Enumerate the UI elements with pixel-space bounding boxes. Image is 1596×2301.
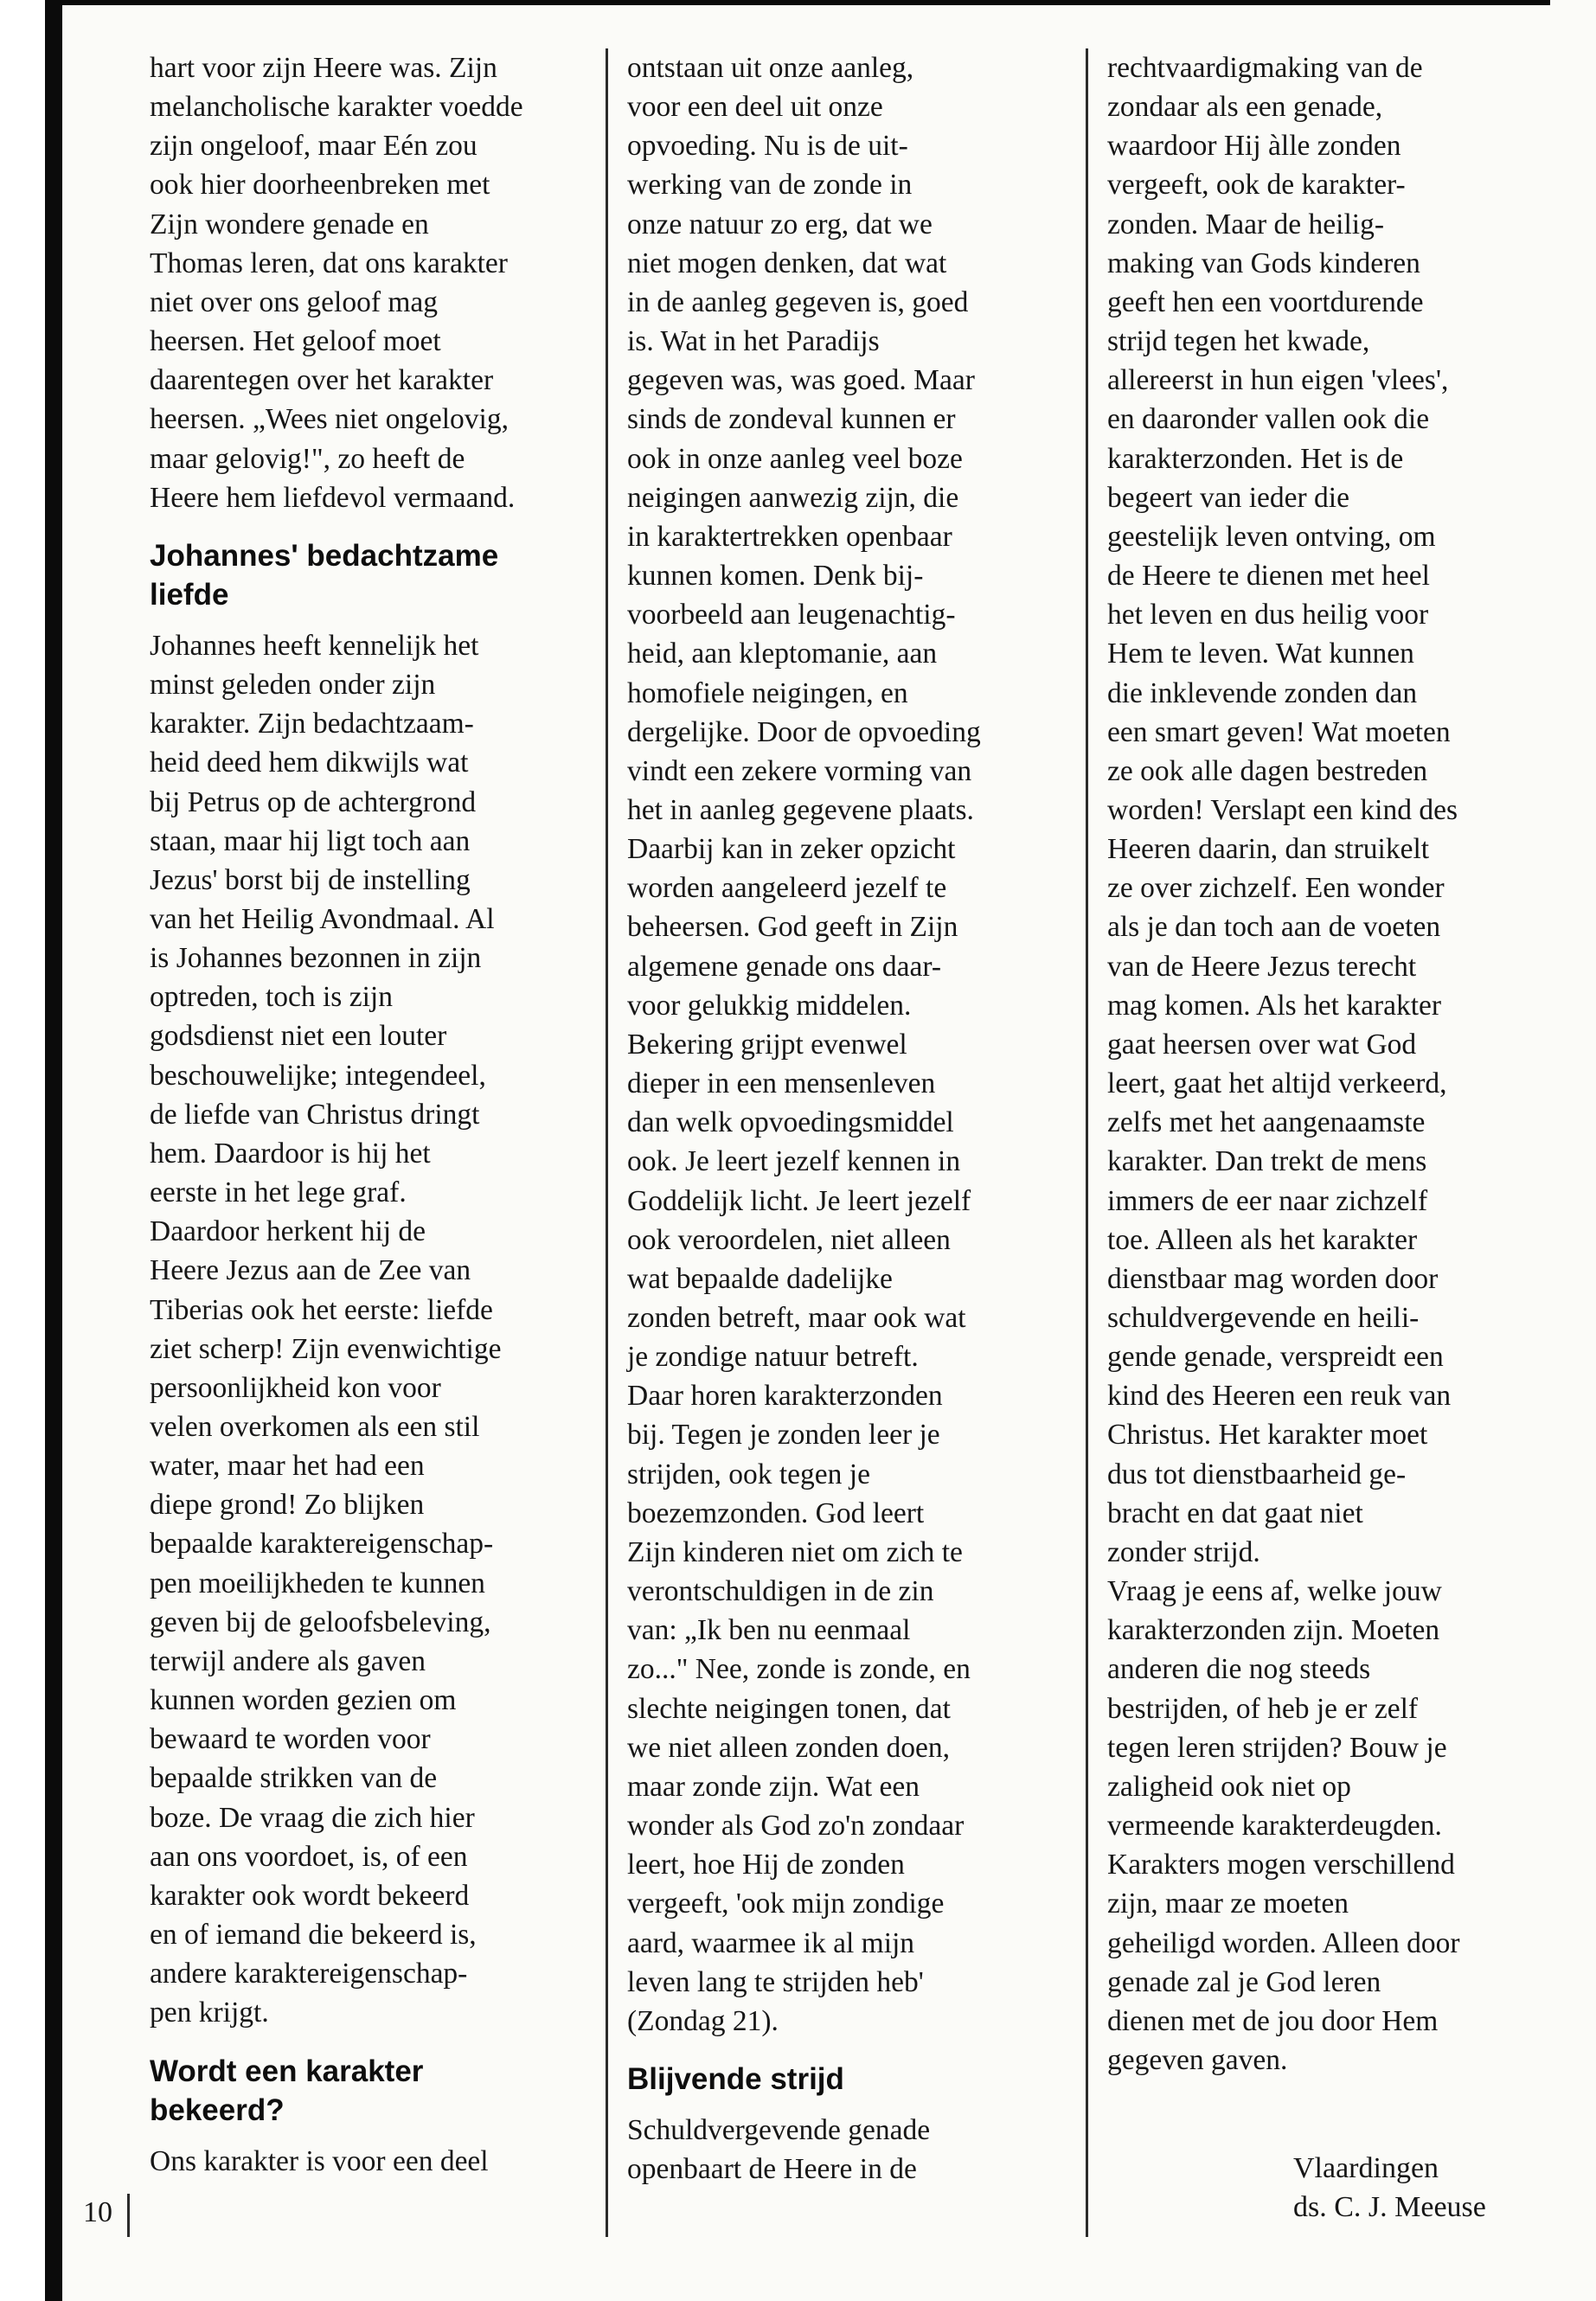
text-line: Daar horen karakterzonden	[627, 1380, 943, 1413]
text-line: begeert van ieder die	[1107, 481, 1349, 514]
text-line: karakterzonden. Het is de	[1107, 442, 1404, 475]
heading-spacer	[150, 517, 586, 536]
text-line: staan, maar hij ligt toch aan	[150, 824, 471, 857]
text-line: je zondige natuur betreft.	[627, 1341, 919, 1374]
section-heading-line: Johannes' bedachtzame	[150, 538, 499, 573]
text-line: de Heere te dienen met heel	[1107, 560, 1430, 593]
text-line: bracht en dat gaat niet	[1107, 1497, 1363, 1529]
text-line: ook in onze aanleg veel boze	[627, 442, 963, 475]
heading-spacer	[627, 2041, 1064, 2060]
text-line: niet over ons geloof mag	[150, 285, 439, 318]
text-line: openbaart de Heere in de	[627, 2153, 917, 2186]
text-line: anderen die nog steeds	[1107, 1653, 1371, 1686]
text-line: immers de eer naar zichzelf	[1107, 1184, 1428, 1217]
left-border-bar	[45, 0, 62, 2301]
text-line: Ons karakter is voor een deel	[150, 2144, 489, 2177]
text-line: onze natuur zo erg, dat we	[627, 208, 933, 240]
text-line: karakter. Dan trekt de mens	[1107, 1145, 1427, 1178]
text-line: Daarbij kan in zeker opzicht	[627, 833, 956, 866]
text-line: worden! Verslapt een kind des	[1107, 793, 1458, 826]
page-left-margin	[0, 0, 52, 2301]
text-line: hart voor zijn Heere was. Zijn	[150, 52, 497, 84]
text-line: dus tot dienstbaarheid ge-	[1107, 1458, 1407, 1490]
text-line: het leven en dus heilig voor	[1107, 599, 1429, 631]
text-line: en of iemand die bekeerd is,	[150, 1919, 477, 1952]
text-line: daarentegen over het karakter	[150, 364, 494, 397]
heading-spacer	[627, 2099, 1064, 2111]
text-line: wonder als God zo'n zondaar	[627, 1810, 965, 1843]
heading-spacer	[150, 614, 586, 626]
text-line: een smart geven! Wat moeten	[1107, 715, 1451, 748]
text-line: algemene genade ons daar-	[627, 950, 941, 983]
text-line: hem. Daardoor is hij het	[150, 1137, 431, 1170]
signature-author: ds. C. J. Meeuse	[1293, 2191, 1486, 2223]
text-line: kunnen komen. Denk bij-	[627, 560, 924, 593]
text-line: maar zonde zijn. Wat een	[627, 1770, 920, 1803]
page-number-divider	[127, 2194, 130, 2237]
text-line: in de aanleg gegeven is, goed	[627, 285, 969, 318]
text-line: optreden, toch is zijn	[150, 981, 393, 1014]
text-line: geestelijk leven ontving, om	[1107, 520, 1436, 553]
text-line: dieper in een mensenleven	[627, 1067, 936, 1100]
text-line: kind des Heeren een reuk van	[1107, 1380, 1452, 1413]
text-line: zondaar als een genade,	[1107, 91, 1383, 124]
text-line: Goddelijk licht. Je leert jezelf	[627, 1184, 971, 1217]
text-line: maar gelovig!", zo heeft de	[150, 442, 465, 475]
text-line: Thomas leren, dat ons karakter	[150, 247, 508, 279]
text-line: Tiberias ook het eerste: liefde	[150, 1293, 493, 1326]
column-divider-1	[606, 48, 608, 2237]
text-line: velen overkomen als een stil	[150, 1411, 480, 1443]
text-line: bepaalde strikken van de	[150, 1762, 438, 1795]
text-line: opvoeding. Nu is de uit-	[627, 130, 908, 163]
text-line: Heere Jezus aan de Zee van	[150, 1254, 471, 1287]
text-line: schuldvergevende en heili-	[1107, 1302, 1420, 1334]
text-line: pen krijgt.	[150, 1997, 269, 2029]
section-heading-line: Blijvende strijd	[627, 2061, 844, 2096]
text-line: geheiligd worden. Alleen door	[1107, 1926, 1460, 1959]
text-line: leert, gaat het altijd verkeerd,	[1107, 1067, 1447, 1100]
text-line: Christus. Het karakter moet	[1107, 1419, 1428, 1452]
text-line: de liefde van Christus dringt	[150, 1098, 480, 1131]
text-line: water, maar het had een	[150, 1450, 425, 1483]
text-line: geeft hen een voortdurende	[1107, 285, 1424, 318]
text-line: is. Wat in het Paradijs	[627, 325, 880, 358]
text-line: zijn ongeloof, maar Eén zou	[150, 130, 478, 163]
text-line: voor gelukkig middelen.	[627, 989, 912, 1022]
text-line: neigingen aanwezig zijn, die	[627, 481, 959, 514]
text-line: beschouwelijke; integendeel,	[150, 1059, 486, 1092]
text-line: van de Heere Jezus terecht	[1107, 950, 1417, 983]
column-divider-2	[1086, 48, 1088, 2237]
text-line: zonder strijd.	[1107, 1535, 1260, 1568]
text-line: boezemzonden. God leert	[627, 1497, 925, 1529]
text-line: karakter. Zijn bedachtzaam-	[150, 708, 474, 740]
text-line: leven lang te strijden heb'	[627, 1965, 924, 1998]
text-line: geven bij de geloofsbeleving,	[150, 1606, 491, 1638]
heading-spacer	[150, 2033, 586, 2052]
text-line: making van Gods kinderen	[1107, 247, 1420, 279]
text-line: dienen met de jou door Hem	[1107, 2004, 1439, 2037]
text-line: dan welk opvoedingsmiddel	[627, 1106, 954, 1139]
text-line: gegeven was, was goed. Maar	[627, 364, 975, 397]
text-line: tegen leren strijden? Bouw je	[1107, 1731, 1447, 1764]
text-line: karakter ook wordt bekeerd	[150, 1879, 470, 1912]
text-line: zonden betreft, maar ook wat	[627, 1302, 966, 1334]
signature-place: Vlaardingen	[1293, 2152, 1439, 2184]
text-line: Schuldvergevende genade	[627, 2113, 931, 2146]
text-column-3	[1107, 48, 1548, 2080]
text-line: van: „Ik ben nu eenmaal	[627, 1614, 911, 1647]
text-line: Karakters mogen verschillend	[1107, 1849, 1455, 1881]
text-line: bij. Tegen je zonden leer je	[627, 1419, 940, 1452]
text-line: bij Petrus op de achtergrond	[150, 785, 477, 818]
text-line: we niet alleen zonden doen,	[627, 1731, 950, 1764]
text-line: strijden, ook tegen je	[627, 1458, 870, 1490]
text-line: zonden. Maar de heilig-	[1107, 208, 1384, 240]
text-line: Hem te leven. Wat kunnen	[1107, 638, 1414, 670]
text-line: zelfs met het aangenaamste	[1107, 1106, 1426, 1139]
text-line: (Zondag 21).	[627, 2004, 779, 2037]
text-line: homofiele neigingen, en	[627, 676, 908, 709]
text-line: ook. Je leert jezelf kennen in	[627, 1145, 961, 1178]
text-line: ze ook alle dagen bestreden	[1107, 754, 1428, 787]
text-line: ontstaan uit onze aanleg,	[627, 52, 914, 84]
text-line: van het Heilig Avondmaal. Al	[150, 902, 495, 935]
top-border-bar	[45, 0, 1550, 5]
heading-spacer	[150, 2130, 586, 2142]
text-line: aard, waarmee ik al mijn	[627, 1926, 915, 1959]
text-line: persoonlijkheid kon voor	[150, 1371, 441, 1404]
text-line: terwijl andere als gaven	[150, 1644, 426, 1677]
text-line: Bekering grijpt evenwel	[627, 1028, 907, 1061]
text-line: vindt een zekere vorming van	[627, 754, 972, 787]
text-line: genade zal je God leren	[1107, 1965, 1381, 1998]
text-line: is Johannes bezonnen in zijn	[150, 942, 482, 975]
text-line: leert, hoe Hij de zonden	[627, 1849, 905, 1881]
text-line: beheersen. God geeft in Zijn	[627, 911, 958, 944]
text-line: zo..." Nee, zonde is zonde, en	[627, 1653, 971, 1686]
text-line: karakterzonden zijn. Moeten	[1107, 1614, 1440, 1647]
text-line: andere karaktereigenschap-	[150, 1958, 468, 1990]
section-heading-line: bekeerd?	[150, 2093, 285, 2127]
text-line: godsdienst niet een louter	[150, 1020, 447, 1053]
text-line: ze over zichzelf. Een wonder	[1107, 872, 1445, 905]
text-line: Vraag je eens af, welke jouw	[1107, 1575, 1442, 1608]
text-line: verontschuldigen in de zin	[627, 1575, 934, 1608]
text-line: slechte neigingen tonen, dat	[627, 1692, 951, 1725]
page-number: 10	[83, 2196, 112, 2228]
text-line: Heere hem liefdevol vermaand.	[150, 481, 516, 514]
text-line: en daaronder vallen ook die	[1107, 403, 1430, 436]
text-line: heersen. „Wees niet ongelovig,	[150, 403, 509, 436]
text-line: diepe grond! Zo blijken	[150, 1489, 425, 1522]
text-line: pen moeilijkheden te kunnen	[150, 1567, 485, 1599]
text-line: het in aanleg gegevene plaats.	[627, 793, 974, 826]
text-column-1	[150, 48, 586, 2181]
text-line: waardoor Hij àlle zonden	[1107, 130, 1401, 163]
text-line: Johannes heeft kennelijk het	[150, 629, 479, 662]
text-line: voor een deel uit onze	[627, 91, 883, 124]
text-line: Jezus' borst bij de instelling	[150, 863, 471, 896]
text-line: ook veroordelen, niet alleen	[627, 1223, 951, 1256]
text-line: eerste in het lege graf.	[150, 1176, 407, 1209]
text-line: sinds de zondeval kunnen er	[627, 403, 956, 436]
text-line: heid deed hem dikwijls wat	[150, 747, 469, 779]
text-line: kunnen worden gezien om	[150, 1684, 457, 1717]
text-line: dienstbaar mag worden door	[1107, 1262, 1439, 1295]
text-line: bestrijden, of heb je er zelf	[1107, 1692, 1419, 1725]
section-heading-line: Wordt een karakter	[150, 2054, 424, 2088]
text-line: wat bepaalde dadelijke	[627, 1262, 893, 1295]
text-line: minst geleden onder zijn	[150, 669, 436, 702]
text-line: Daardoor herkent hij de	[150, 1215, 426, 1248]
text-line: ook hier doorheenbreken met	[150, 169, 490, 202]
text-line: niet mogen denken, dat wat	[627, 247, 947, 279]
text-line: vermeende karakterdeugden.	[1107, 1810, 1442, 1843]
text-line: in karaktertrekken openbaar	[627, 520, 952, 553]
text-line: werking van de zonde in	[627, 169, 913, 202]
text-line: Heeren daarin, dan struikelt	[1107, 833, 1430, 866]
text-line: voorbeeld aan leugenachtig-	[627, 599, 956, 631]
text-line: gende genade, verspreidt een	[1107, 1341, 1444, 1374]
text-line: strijd tegen het kwade,	[1107, 325, 1370, 358]
text-line: zijn, maar ze moeten	[1107, 1888, 1349, 1920]
text-line: allereerst in hun eigen 'vlees',	[1107, 364, 1449, 397]
text-line: mag komen. Als het karakter	[1107, 989, 1442, 1022]
text-line: vergeeft, 'ook mijn zondige	[627, 1888, 945, 1920]
text-line: boze. De vraag die zich hier	[150, 1801, 475, 1834]
text-line: vergeeft, ook de karakter-	[1107, 169, 1406, 202]
text-line: ziet scherp! Zijn evenwichtige	[150, 1332, 502, 1365]
text-line: heid, aan kleptomanie, aan	[627, 638, 938, 670]
text-line: worden aangeleerd jezelf te	[627, 872, 947, 905]
text-line: bepaalde karaktereigenschap-	[150, 1528, 494, 1561]
text-line: melancholische karakter voedde	[150, 91, 523, 124]
text-line: die inklevende zonden dan	[1107, 676, 1418, 709]
section-heading-line: liefde	[150, 577, 229, 612]
text-line: rechtvaardigmaking van de	[1107, 52, 1423, 84]
text-line: heersen. Het geloof moet	[150, 325, 441, 358]
text-line: gegeven gaven.	[1107, 2043, 1288, 2076]
text-line: gaat heersen over wat God	[1107, 1028, 1417, 1061]
text-line: zaligheid ook niet op	[1107, 1770, 1351, 1803]
text-line: dergelijke. Door de opvoeding	[627, 715, 981, 748]
text-line: toe. Alleen als het karakter	[1107, 1223, 1418, 1256]
text-line: Zijn wondere genade en	[150, 208, 429, 240]
text-line: Zijn kinderen niet om zich te	[627, 1535, 963, 1568]
text-column-2	[627, 48, 1064, 2189]
text-line: als je dan toch aan de voeten	[1107, 911, 1441, 944]
text-line: aan ons voordoet, is, of een	[150, 1840, 468, 1873]
text-line: bewaard te worden voor	[150, 1723, 431, 1756]
